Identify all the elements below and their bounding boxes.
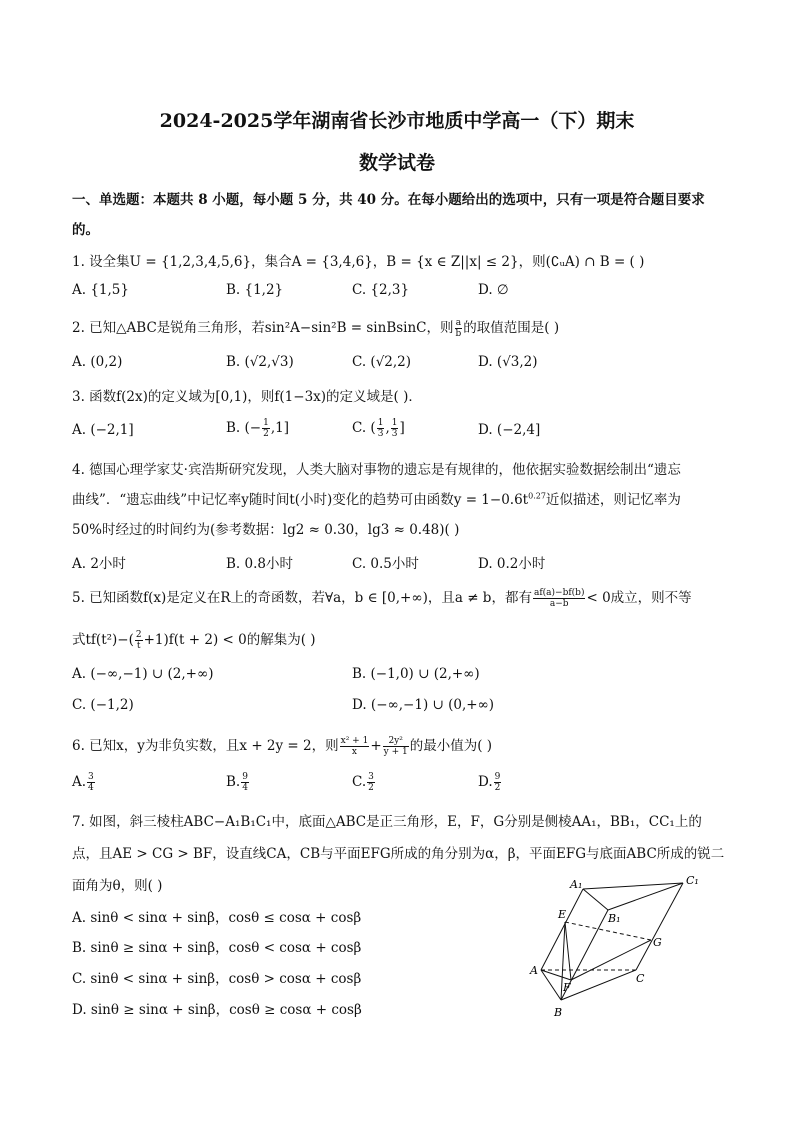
question-4-line1: 4. 德国心理学家艾·宾浩斯研究发现，人类大脑对事物的遗忘是有规律的，他依据实验数据绘制出“遗忘 <box>72 462 681 478</box>
q6-option-c: C. $\frac{3}{2}$ <box>352 772 374 793</box>
label-c1: C₁ <box>686 874 699 887</box>
edge-a1-b1 <box>583 889 608 910</box>
q4-option-a: A. 2小时 <box>72 556 126 572</box>
question-7-line3: 面角为θ，则( ) <box>72 878 163 894</box>
q7-option-d: D. sinθ ≥ sinα + sinβ，cosθ ≥ cosα + cosβ <box>72 1002 362 1018</box>
prism-figure <box>520 870 710 1030</box>
question-7-line1: 7. 如图，斜三棱柱ABC−A₁B₁C₁中，底面△ABC是正三角形，E，F，G分别是侧棱AA₁，BB₁，CC₁上的 <box>72 814 702 830</box>
edge-a1-a <box>541 889 583 970</box>
question-7-line2: 点，且AE > CG > BF，设直线CA，CB与平面EFG所成的角分别为α，β，平面EFG与底面ABC所成的锐二 <box>72 846 725 862</box>
label-a: A <box>530 964 538 977</box>
label-e: E <box>558 908 567 921</box>
q7-option-b: B. sinθ ≥ sinα + sinβ，cosθ < cosα + cosβ <box>72 940 362 956</box>
question-2-stem <box>72 316 559 339</box>
q2-option-b: B. (√2,√3) <box>226 354 294 370</box>
question-1-stem: 1. 设全集U = {1,2,3,4,5,6}，集合A = {3,4,6}，B = {x ∈ Z||x| ≤ 2}，则(∁ᵤA) ∩ B = ( ) <box>72 254 645 270</box>
q5-option-d: D. (−∞,−1) ∪ (0,+∞) <box>352 697 495 713</box>
q5-option-b: B. (−1,0) ∪ (2,+∞) <box>352 666 480 682</box>
q1-option-d: D. ∅ <box>478 282 509 298</box>
q7-option-a: A. sinθ < sinα + sinβ，cosθ ≤ cosα + cosβ <box>72 910 362 926</box>
q2-stem-a: 2. 已知△ABC是锐角三角形，若sin²A−sin²B = sinBsinC，则 <box>72 320 454 336</box>
q1-option-a: A. {1,5} <box>72 282 129 298</box>
exam-subtitle: 数学试卷 <box>358 152 435 174</box>
section-heading: 一、单选题：本题共 8 小题，每小题 5 分，共 40 分。在每小题给出的选项中，只有一项是符合题目要求 <box>72 192 705 208</box>
q2-option-d: D. (√3,2) <box>478 354 538 370</box>
segment-e-f <box>565 922 571 980</box>
q2-fraction: $\frac{a}{b}$ <box>455 318 462 339</box>
q3-option-c: C. ( $\frac{1}{3}$ , $\frac{1}{3}$ ] <box>352 418 405 439</box>
question-5-line1: 5. 已知函数f(x)是定义在R上的奇函数，若∀a，b ∈ [0,+∞)，且a ≠ b，都有 $\frac{af(a)-bf(b)}{a-b}$ < 0成立，则不等 <box>72 588 692 609</box>
label-b1: B₁ <box>608 912 621 925</box>
label-b: B <box>554 1006 563 1019</box>
q1-option-c: C. {2,3} <box>352 282 410 298</box>
q6-option-b: B. $\frac{9}{4}$ <box>226 772 248 793</box>
q4-option-d: D. 0.2小时 <box>478 556 546 572</box>
q6-option-a: A. $\frac{3}{4}$ <box>72 772 94 793</box>
q1-option-b: B. {1,2} <box>226 282 284 298</box>
q5-fraction: $\frac{af(a)-bf(b)}{a-b}$ <box>533 588 585 609</box>
question-5-line2: 式tf(t²)−( $\frac{2}{t}$ +1)f(t + 2) < 0的解集为( ) <box>72 630 316 651</box>
question-6-stem: 6. 已知x，y为非负实数，且x + 2y = 2，则 $\frac{\text{x² + 1}}{x}$ + $\frac{\text{2y²}}{y + 1}$ 的最小值为( ) <box>72 736 493 757</box>
q6-option-d: D. $\frac{9}{2}$ <box>478 772 501 793</box>
q4-option-b: B. 0.8小时 <box>226 556 293 572</box>
q7-option-c: C. sinθ < sinα + sinβ，cosθ > cosα + cosβ <box>72 971 362 987</box>
q4-option-c: C. 0.5小时 <box>352 556 419 572</box>
exam-title: 2024-2025学年湖南省长沙市地质中学高一（下）期末 <box>159 110 635 132</box>
label-c: C <box>636 972 645 985</box>
label-a1: A₁ <box>570 878 583 891</box>
edge-b-c <box>561 970 636 1000</box>
question-4-line3: 50%时经过的时间约为(参考数据：lg2 ≈ 0.30，lg3 ≈ 0.48)( ) <box>72 522 460 538</box>
edge-c1-c <box>636 883 683 970</box>
section-heading-cont: 的。 <box>72 222 99 238</box>
question-3-stem: 3. 函数f(2x)的定义域为[0,1)，则f(1−3x)的定义域是( )． <box>72 389 422 405</box>
q3-option-a: A. (−2,1] <box>72 422 134 438</box>
q5-option-a: A. (−∞,−1) ∪ (2,+∞) <box>72 666 214 682</box>
q2-stem-b: 的取值范围是( ) <box>463 320 560 336</box>
q3-option-b: B. (− $\frac{1}{2}$ ,1] <box>226 418 289 439</box>
q5-option-c: C. (−1,2) <box>72 697 134 713</box>
q2-option-a: A. (0,2) <box>72 354 123 370</box>
q2-option-c: C. (√2,2) <box>352 354 412 370</box>
label-f: F <box>563 981 571 994</box>
segment-a-f <box>541 970 571 980</box>
label-g: G <box>653 936 662 949</box>
question-4-line2: 曲线”．“遗忘曲线”中记忆率y随时间t(小时)变化的趋势可由函数$y = 1-0.6t^{0.27}$近似描述，则记忆率为 <box>72 491 681 508</box>
edge-a-b <box>541 970 561 1000</box>
q3-option-d: D. (−2,4] <box>478 422 541 438</box>
